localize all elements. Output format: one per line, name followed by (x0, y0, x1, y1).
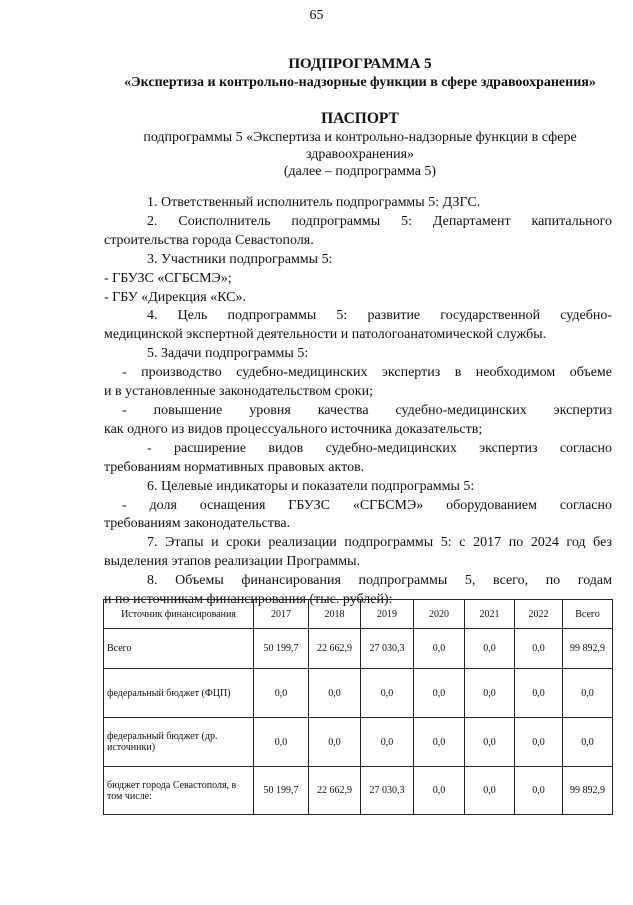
table-row (104, 767, 613, 815)
table-cell: 0,0 (254, 669, 309, 718)
table-cell: 0,0 (254, 718, 309, 767)
table-cell: 0,0 (465, 669, 515, 718)
table-cell: 0,0 (361, 669, 414, 718)
item-6-indicator-line1: - доля оснащения ГБУЗС «СГБСМЭ» оборудованием согласно (122, 497, 612, 513)
table-header-cell: 2019 (361, 600, 414, 629)
passport-subtitle-line2: здравоохранения» (305, 147, 415, 162)
table-cell: 0,0 (515, 629, 563, 669)
table-header-cell: Источник финансирования (104, 600, 254, 629)
item-5-task-c-line1: - расширение видов судебно-медицинских экспертиз согласно (147, 440, 612, 456)
table-header-cell: Всего (563, 600, 613, 629)
passport-body (104, 194, 612, 610)
table-cell: 0,0 (414, 767, 465, 815)
table-cell: 0,0 (414, 629, 465, 669)
item-5: 5. Задачи подпрограммы 5: (147, 346, 309, 362)
item-2-line1: 2. Соисполнитель подпрограммы 5: Департамент капитального (147, 213, 612, 229)
item-7-line2: выделения этапов реализации Программы. (104, 554, 361, 570)
table-cell: 0,0 (465, 767, 515, 815)
table-header-cell: 2017 (254, 600, 309, 629)
table-header-cell: 2021 (465, 600, 515, 629)
table-row (104, 669, 613, 718)
table-cell: 22 662,9 (309, 629, 361, 669)
item-5-task-a-line1: - производство судебно-медицинских экспертиз в необходимом объеме (122, 365, 612, 381)
table-cell: 50 199,7 (254, 767, 309, 815)
table-header-cell: 2020 (414, 600, 465, 629)
table-cell: бюджет города Севастополя, в том числе: (104, 767, 254, 815)
table-cell: 22 662,9 (309, 767, 361, 815)
passport-subtitle-line3: (далее – подпрограмма 5) (283, 164, 437, 179)
table-cell: 27 030,3 (361, 767, 414, 815)
item-4-line1: 4. Цель подпрограммы 5: развитие государственной судебно- (147, 308, 612, 324)
item-5-task-a-line2: и в установленные законодательством сроки; (104, 384, 373, 400)
item-5-task-b-line2: как одного из видов процессуального источника доказательств; (104, 421, 483, 437)
item-5-task-b-line1: - повышение уровня качества судебно-медицинских экспертиз (122, 402, 612, 418)
table-cell: федеральный бюджет (ФЦП) (104, 669, 254, 718)
table-cell: 0,0 (465, 629, 515, 669)
page-number: 65 (309, 8, 324, 23)
item-3-participant-b: - ГБУ «Дирекция «КС». (104, 289, 247, 305)
table-cell: 50 199,7 (254, 629, 309, 669)
table-cell: 0,0 (309, 718, 361, 767)
item-5-task-c-line2: требованиям нормативных правовых актов. (104, 459, 365, 475)
table-cell: Всего (104, 629, 254, 669)
passport-subtitle-line1: подпрограммы 5 «Экспертиза и контрольно-надзорные функции в сфере (143, 130, 577, 145)
item-8-line2: и по источникам финансирования (тыс. рублей): (104, 592, 393, 608)
table-row (104, 718, 613, 767)
item-4-line2: медицинской экспертной деятельности и патологоанатомической службы. (104, 327, 547, 343)
item-2-line2: строительства города Севастополя. (104, 232, 314, 248)
table-cell: федеральный бюджет (др. источники) (104, 718, 254, 767)
item-1: 1. Ответственный исполнитель подпрограммы 5: ДЗГС. (147, 195, 481, 210)
table-cell: 0,0 (361, 718, 414, 767)
table-row (104, 629, 613, 669)
table-cell: 0,0 (563, 669, 613, 718)
item-7-line1: 7. Этапы и сроки реализации подпрограммы 5: с 2017 по 2024 год без (147, 535, 612, 551)
table-header-row (104, 600, 613, 629)
subprogram-subtitle: «Экспертиза и контрольно-надзорные функции в сфере здравоохранения» (124, 75, 596, 90)
table-cell: 0,0 (563, 718, 613, 767)
table-cell: 27 030,3 (361, 629, 414, 669)
table-cell: 0,0 (309, 669, 361, 718)
table-cell: 0,0 (414, 669, 465, 718)
table-cell: 0,0 (515, 767, 563, 815)
item-3: 3. Участники подпрограммы 5: (147, 251, 333, 267)
item-8-line1: 8. Объемы финансирования подпрограммы 5, всего, по годам (147, 573, 612, 589)
table-cell: 0,0 (515, 718, 563, 767)
table-header-cell: 2018 (309, 600, 361, 629)
table-header-cell: 2022 (515, 600, 563, 629)
financing-table (103, 599, 613, 815)
item-6-indicator-line2: требованиям законодательства. (104, 516, 291, 532)
table-cell: 99 892,9 (563, 767, 613, 815)
table-cell: 0,0 (515, 669, 563, 718)
item-6: 6. Целевые индикаторы и показатели подпрограммы 5: (147, 478, 475, 494)
passport-title: ПАСПОРТ (321, 110, 399, 127)
table-cell: 99 892,9 (563, 629, 613, 669)
item-3-participant-a: - ГБУЗС «СГБСМЭ»; (104, 270, 232, 286)
subprogram-title: ПОДПРОГРАММА 5 (288, 56, 432, 72)
table-cell: 0,0 (414, 718, 465, 767)
table-cell: 0,0 (465, 718, 515, 767)
